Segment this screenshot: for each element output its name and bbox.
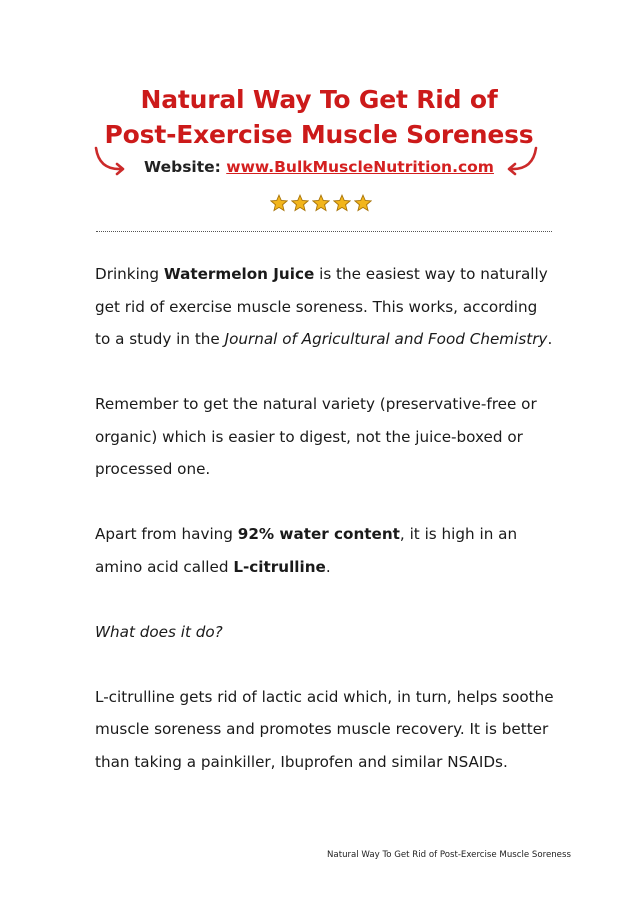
journal-title: Journal of Agricultural and Food Chemistry (224, 330, 548, 348)
bold-l-citrulline: L-citrulline (233, 557, 326, 576)
paragraph-l-citrulline: L-citrulline gets rid of lactic acid which, in turn, helps soothe muscle soreness and promotes muscle recovery. It is better than taking a painkiller, Ibuprofen and similar NSAIDs. (95, 687, 554, 771)
text-run: is the easiest way to naturally get rid of exercise muscle soreness. This works, according to a study in the (95, 265, 548, 348)
article-body (95, 258, 555, 811)
bold-water-content: 92% water content (237, 525, 400, 543)
title-line-2: Post-Exercise Muscle Soreness (104, 120, 534, 149)
star-rating (270, 194, 372, 214)
title-line-1: Natural Way To Get Rid of (140, 85, 498, 114)
star-icon (291, 194, 309, 212)
paragraph-natural-variety: Remember to get the natural variety (preservative-free or organic) which is easier to digest, not the juice-boxed or processed one. (95, 395, 537, 478)
section-question (95, 616, 555, 649)
text-run: Drinking (95, 265, 164, 283)
star-icon (354, 194, 372, 212)
text-run: , it is high in an amino acid called (95, 525, 518, 576)
star-icon (312, 194, 330, 212)
star-icon (333, 194, 351, 212)
text-run: Apart from having (95, 525, 238, 543)
question-heading: What does it do? (95, 622, 223, 641)
star-icon (270, 194, 288, 212)
paragraph-watermelon-juice (95, 258, 555, 356)
text-run: . (325, 557, 331, 576)
bold-watermelon-juice: Watermelon Juice (163, 265, 315, 283)
website-link[interactable]: www.BulkMuscleNutrition.com (226, 158, 494, 176)
website-label: Website: (144, 158, 221, 176)
paragraph-water-content (95, 518, 555, 583)
page-footer: Natural Way To Get Rid of Post-Exercise Muscle Soreness (327, 850, 571, 860)
dotted-divider (96, 231, 552, 232)
text-run: . (547, 330, 553, 348)
website-line (0, 158, 638, 176)
